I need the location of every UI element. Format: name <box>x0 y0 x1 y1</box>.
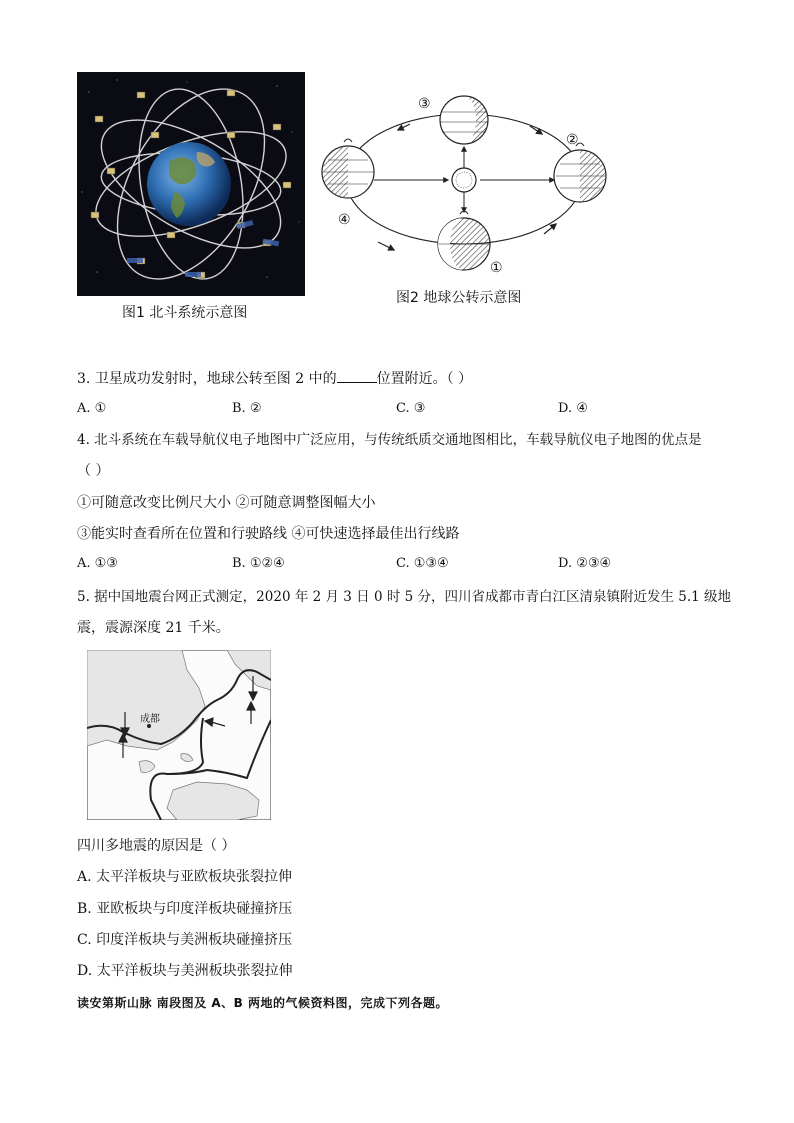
position-4-label: ④ <box>338 212 351 228</box>
q5-prompt: 四川多地震的原因是（ ） <box>77 838 236 854</box>
plate-map <box>87 650 271 820</box>
q4-paren: （ ） <box>77 463 110 479</box>
chengdu-label: 成都 <box>140 714 160 725</box>
q4-option-b[interactable]: B. ①②④ <box>232 556 285 571</box>
question-3-stem <box>77 369 472 389</box>
position-2-label: ② <box>566 132 579 148</box>
next-section-instruction: 读安第斯山脉 南段图及 A、B 两地的气候资料图，完成下列各题。 <box>77 996 448 1010</box>
q4-option-a[interactable]: A. ①③ <box>77 556 118 571</box>
q3-stem-after: 位置附近。（ ） <box>376 371 473 387</box>
q4-statements-2: ③能实时查看所在位置和行驶路线 ④可快速选择最佳出行线路 <box>77 526 460 542</box>
q4-statements-1: ①可随意改变比例尺大小 ②可随意调整图幅大小 <box>77 495 376 511</box>
q4-option-c[interactable]: C. ①③④ <box>396 556 449 571</box>
q5-option-a[interactable]: A. 太平洋板块与亚欧板块张裂拉伸 <box>77 869 293 885</box>
position-3-label: ③ <box>418 96 431 112</box>
question-5-stem-2: 震，震源深度 21 千米。 <box>77 620 230 636</box>
q5-option-b[interactable]: B. 亚欧板块与印度洋板块碰撞挤压 <box>77 901 293 917</box>
q3-stem-before: 3. 卫星成功发射时，地球公转至图 2 中的 <box>77 371 337 387</box>
question-5-stem-1: 5. 据中国地震台网正式测定，2020 年 2 月 3 日 0 时 5 分，四川省成都市青白江区清泉镇附近发生 5.1 级地 <box>77 589 732 605</box>
revolution-figure <box>318 92 614 282</box>
position-1-label: ① <box>490 260 503 276</box>
q5-option-c[interactable]: C. 印度洋板块与美洲板块碰撞挤压 <box>77 932 293 948</box>
q3-option-c[interactable]: C. ③ <box>396 401 426 416</box>
fig1-caption: 图1 北斗系统示意图 <box>122 305 248 321</box>
fig2-caption: 图2 地球公转示意图 <box>396 290 522 306</box>
q3-option-a[interactable]: A. ① <box>77 401 107 416</box>
beidou-figure <box>77 72 305 296</box>
q3-option-d[interactable]: D. ④ <box>558 401 588 416</box>
plate-map-illustration <box>87 650 271 820</box>
beidou-illustration <box>77 72 305 296</box>
q3-option-b[interactable]: B. ② <box>232 401 262 416</box>
q5-option-d[interactable]: D. 太平洋板块与美洲板块张裂拉伸 <box>77 963 293 979</box>
question-4-stem: 4. 北斗系统在车载导航仪电子地图中广泛应用，与传统纸质交通地图相比，车载导航仪电子地图的优点是 <box>77 432 702 448</box>
q4-option-d[interactable]: D. ②③④ <box>558 556 612 571</box>
q3-answer-blank <box>337 370 377 383</box>
revolution-diagram <box>318 92 614 282</box>
